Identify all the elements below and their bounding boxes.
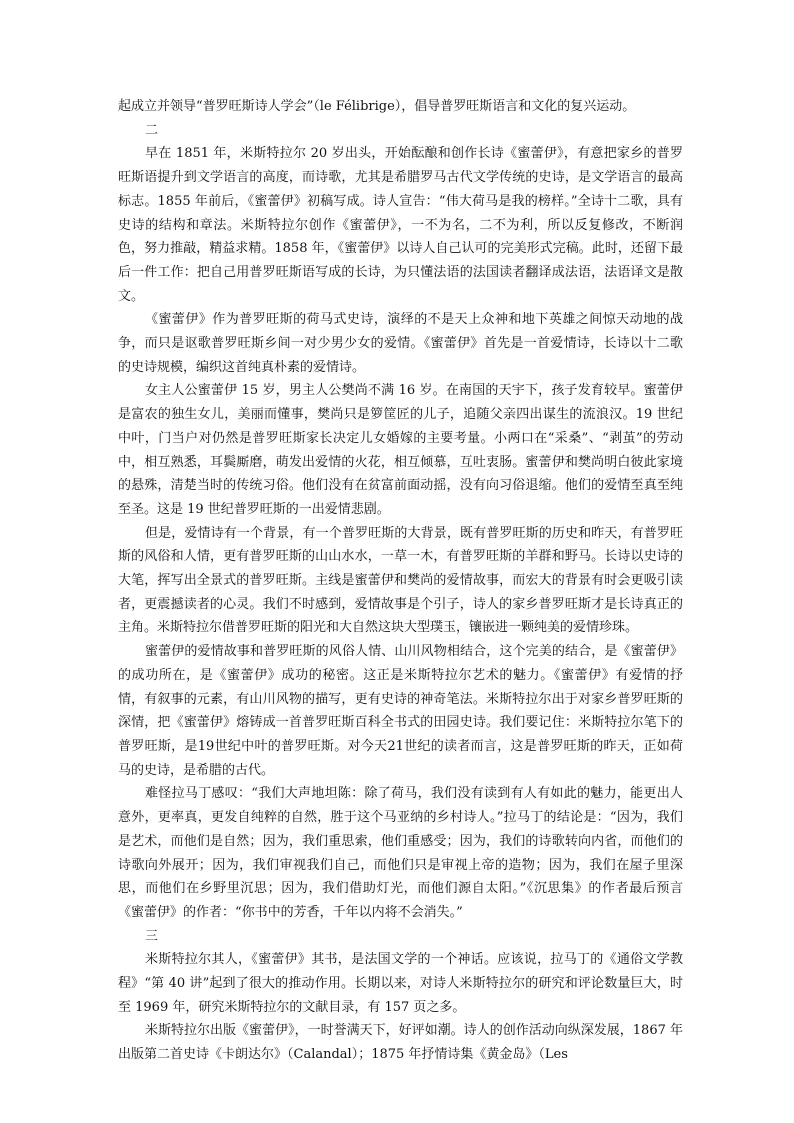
paragraph-1: 早在 1851 年，米斯特拉尔 20 岁出头，开始酝酿和创作长诗《蜜蕾伊》，有意把家乡的普罗旺斯语提升到文学语言的高度，而诗歌，尤其是希腊罗马古代文学传统的史诗，是文学语言的最高标志。1855 年前后，《蜜蕾伊》初稿写成。诗人宣告：“伟大荷马是我的榜样。”全诗十二歌，具有史诗的结构和章法。米斯特拉尔创作《蜜蕾伊》，一不为名，二不为利，所以反复修改，不断润色，努力推敲，精益求精。1858 年，《蜜蕾伊》以诗人自己认可的完美形式完稿。此时，还留下最后一件工作：把自己用普罗旺斯语写成的长诗，为只懂法语的法国读者翻译成法语，法语译文是散文。 <box>118 146 683 304</box>
section-number-3: 三 <box>145 928 159 944</box>
paragraph-0: 起成立并领导“普罗旺斯诗人学会”（le Félibrige），倡导普罗旺斯语言和文化的复兴运动。 <box>118 99 636 114</box>
paragraph-2: 《蜜蕾伊》作为普罗旺斯的荷马式史诗，演绎的不是天上众神和地下英雄之间惊天动地的战争，而只是讴歌普罗旺斯乡间一对少男少女的爱情。《蜜蕾伊》首先是一首爱情诗，长诗以十二歌的史诗规模，编织这首纯真朴素的爱情诗。 <box>118 312 683 375</box>
paragraph-5: 蜜蕾伊的爱情故事和普罗旺斯的风俗人情、山川风物相结合，这个完美的结合，是《蜜蕾伊》的成功所在，是《蜜蕾伊》成功的秘密。这正是米斯特拉尔艺术的魅力。《蜜蕾伊》有爱情的抒情，有叙事的元素，有山川风物的描写，更有史诗的神奇笔法。米斯特拉尔出于对家乡普罗旺斯的深情，把《蜜蕾伊》熔铸成一首普罗旺斯百科全书式的田园史诗。我们要记住：米斯特拉尔笔下的普罗旺斯，是19世纪中叶的普罗旺斯。对今天21世纪的读者而言，这是普罗旺斯的昨天，正如荷马的史诗，是希腊的古代。 <box>118 644 683 778</box>
paragraph-7: 米斯特拉尔其人，《蜜蕾伊》其书，是法国文学的一个神话。应该说，拉马丁的《通俗文学教程》“第 40 讲”起到了很大的推动作用。长期以来，对诗人米斯特拉尔的研究和评论数量巨大，时至 1969 年，研究米斯特拉尔的文献目录，有 157 页之多。 <box>118 952 683 1015</box>
paragraph-6: 难怪拉马丁感叹：“我们大声地坦陈：除了荷马，我们没有读到有人有如此的魅力，能更出人意外，更率真，更发自纯粹的自然，胜于这个马亚纳的乡村诗人。”拉马丁的结论是：“因为，我们是艺术，而他们是自然；因为，我们重思索，他们重感受；因为，我们的诗歌转向内省，而他们的诗歌向外展开；因为，我们审视我们自己，而他们只是审视上帝的造物；因为，我们在屋子里深思，而他们在乡野里沉思；因为，我们借助灯光，而他们源自太阳。”《沉思集》的作者最后预言《蜜蕾伊》的作者：“你书中的芳香，千年以内将不会消失。” <box>118 786 683 920</box>
paragraph-8: 米斯特拉尔出版《蜜蕾伊》，一时誉满天下，好评如潮。诗人的创作活动向纵深发展，1867 年出版第二首史诗《卡朗达尔》（Calandal）；1875 年抒情诗集《黄金岛》（Les <box>118 1023 683 1063</box>
paragraph-4: 但是，爱情诗有一个背景，有一个普罗旺斯的大背景，既有普罗旺斯的历史和昨天，有普罗旺斯的风俗和人情，更有普罗旺斯的山山水水，一草一木，有普罗旺斯的羊群和野马。长诗以史诗的大笔，挥写出全景式的普罗旺斯。主线是蜜蕾伊和樊尚的爱情故事，而宏大的背景有时会更吸引读者，更震撼读者的心灵。我们不时感到，爱情故事是个引子，诗人的家乡普罗旺斯才是长诗真正的主角。米斯特拉尔借普罗旺斯的阳光和大自然这块大型璞玉，镶嵌进一颗纯美的爱情珍珠。 <box>118 525 683 636</box>
paragraph-3: 女主人公蜜蕾伊 15 岁，男主人公樊尚不满 16 岁。在南国的天宇下，孩子发育较早。蜜蕾伊是富农的独生女儿，美丽而懂事，樊尚只是箩筐匠的儿子，追随父亲四出谋生的流浪汉。19 世纪中叶，门当户对仍然是普罗旺斯家长决定儿女婚嫁的主要考量。小两口在“采桑”、“剥茧”的劳动中，相互熟悉，耳鬓厮磨，萌发出爱情的火花，相互倾慕，互吐衷肠。蜜蕾伊和樊尚明白彼此家境的悬殊，清楚当时的传统习俗。他们没有在贫富前面动摇，没有向习俗退缩。他们的爱情至真至纯至圣。这是 19 世纪普罗旺斯的一出爱情悲剧。 <box>118 383 683 517</box>
document-page <box>118 95 683 1067</box>
section-number-2: 二 <box>145 122 159 138</box>
